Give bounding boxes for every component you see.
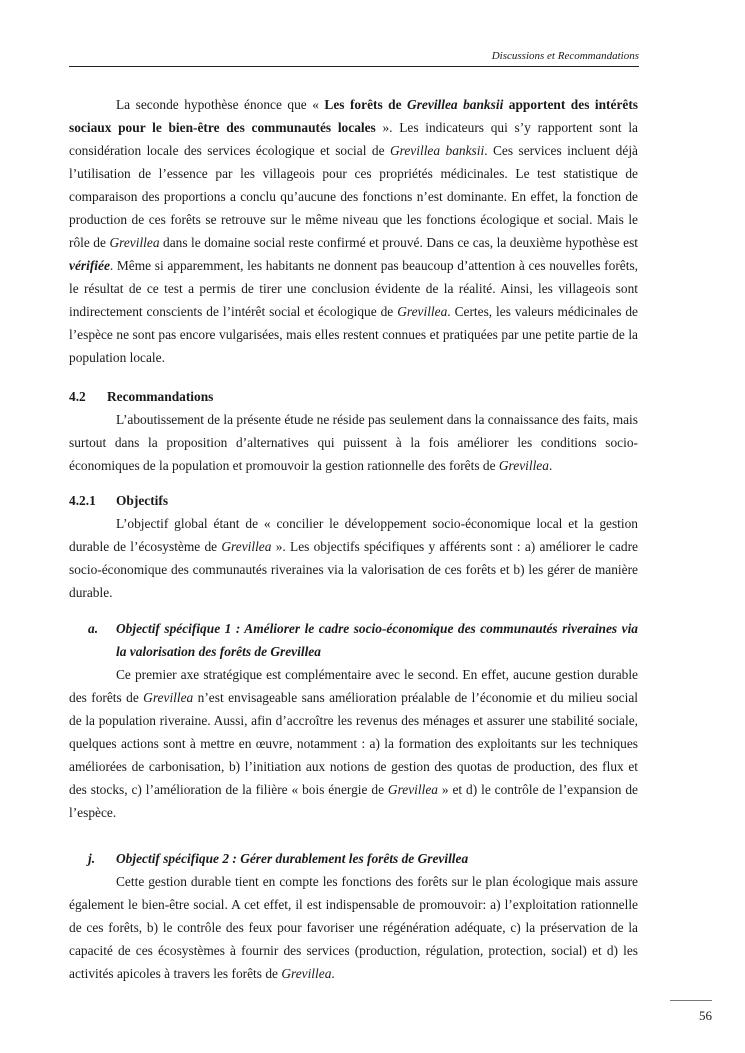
text: dans le domaine social reste confirmé et prouvé. Dans ce cas, la deuxième hypothèse est xyxy=(159,235,639,250)
text: . Certes, les valeurs médicinales de l’espèce ne sont pas encore vulgarisées, mais elles restent connues et pratiquées par une petite partie de la population locale. xyxy=(69,304,639,365)
paragraph-objectifs: L’objectif global étant de « concilier le développement socio-économique local et la gestion durable de l’écosystème de Grevillea ». Les objectifs spécifiques y afférents sont : a) améliorer le cadre socio-économique des communautés riveraines via la valorisation de ces forêts et b) les gérer de manière durable. xyxy=(69,516,638,600)
text: . Même si apparemment, les habitants ne donnent pas beaucoup d’attention à ces nouvelles forêts, le résultat de ce test a permis de tirer une conclusion évidente de la réalité. Ainsi, les villageois sont indirectement conscients de l’intérêt social et écologique de xyxy=(69,258,638,319)
text: . Ces services incluent déjà l’utilisation de l’essence par les villageois pour ces propriétés médicinales. Le test statistique de comparaison des proportions a conclu qu’aucune des fonctions n’est dominante. En effet, la fonction de production de ces forêts se retrouve sur le même niveau que les fonctions écologique et social. Mais le rôle de xyxy=(69,143,638,250)
objective-2-heading xyxy=(69,847,638,870)
running-header xyxy=(69,50,639,67)
objective-title: Objectif spécifique 1 : Améliorer le cadre socio-économique des communautés riveraines via la valorisation des forêts de Grevillea xyxy=(116,621,638,659)
species-name: Grevillea xyxy=(397,304,448,319)
species-name: Grevillea xyxy=(143,690,194,705)
running-title: Discussions et Recommandations xyxy=(491,50,639,62)
section-title: Objectifs xyxy=(116,493,169,508)
paragraph-objective-1: Ce premier axe stratégique est complémentaire avec le second. En effet, aucune gestion durable des forêts de Grevillea n’est envisageable sans amélioration préalable de l’économie et du milieu social de la population riveraine. Aussi, afin d’accroître les revenus des ménages et assurer une stabilité sociale, quelques actions sont à mettre en œuvre, notamment : a) la formation des exploitants sur les techniques améliorées de carbonisation, b) l’initiation aux notions de gestion des quotas de production, des flux et des stocks, c) l’amélioration de la filière « bois énergie de Grevillea » et d) le contrôle de l’expansion de l’espèce. xyxy=(69,667,638,820)
section-number: 4.2 xyxy=(69,389,86,404)
species-name: Grevillea xyxy=(498,458,549,473)
text: ». Les indicateurs qui s’y rapportent sont la considération locale des services écologique et social de xyxy=(69,120,638,158)
section-heading-4-2-1 xyxy=(69,489,638,512)
species-name: Grevillea xyxy=(109,235,160,250)
list-label: j. xyxy=(88,851,96,866)
footer-divider xyxy=(670,1000,712,1001)
page-number: 56 xyxy=(699,1008,712,1023)
list-label: a. xyxy=(88,621,99,636)
section-number: 4.2.1 xyxy=(69,493,96,508)
emphasis-verifiee: vérifiée xyxy=(69,258,110,273)
species-name: Grevillea xyxy=(387,782,438,797)
species-name: Grevillea xyxy=(221,539,272,554)
bold-text: Les forêts de Grevillea banksii apportent des intérêts sociaux pour le bien-être des communautés locales xyxy=(69,97,639,135)
paragraph-hypothesis xyxy=(69,93,638,369)
text: La seconde hypothèse énonce que « xyxy=(116,97,325,112)
objective-title: Objectif spécifique 2 : Gérer durablement les forêts de Grevillea xyxy=(116,851,469,866)
section-title: Recommandations xyxy=(107,389,214,404)
species-name: Grevillea banksii xyxy=(389,143,485,158)
page-content xyxy=(69,93,638,985)
paragraph-recommandations: L’aboutissement de la présente étude ne réside pas seulement dans la connaissance des faits, mais surtout dans la proposition d’alternatives qui puissent à la fois améliorer les conditions socio-économiques de la population et promouvoir la gestion rationnelle des forêts de Grevillea. xyxy=(69,412,638,473)
paragraph-objective-2: Cette gestion durable tient en compte les fonctions des forêts sur le plan écologique mais assure également le bien-être social. A cet effet, il est indispensable de promouvoir: a) l’exploitation rationnelle de ces forêts, b) le contrôle des feux pour favoriser une régénération adéquate, c) la préservation de la capacité de ces écosystèmes à fournir des services (production, régulation, protection, social) et d) les activités apicoles à travers les forêts de Grevillea. xyxy=(69,874,638,981)
section-heading-4-2 xyxy=(69,385,638,408)
species-name: Grevillea xyxy=(281,966,332,981)
objective-1-heading xyxy=(69,617,638,663)
